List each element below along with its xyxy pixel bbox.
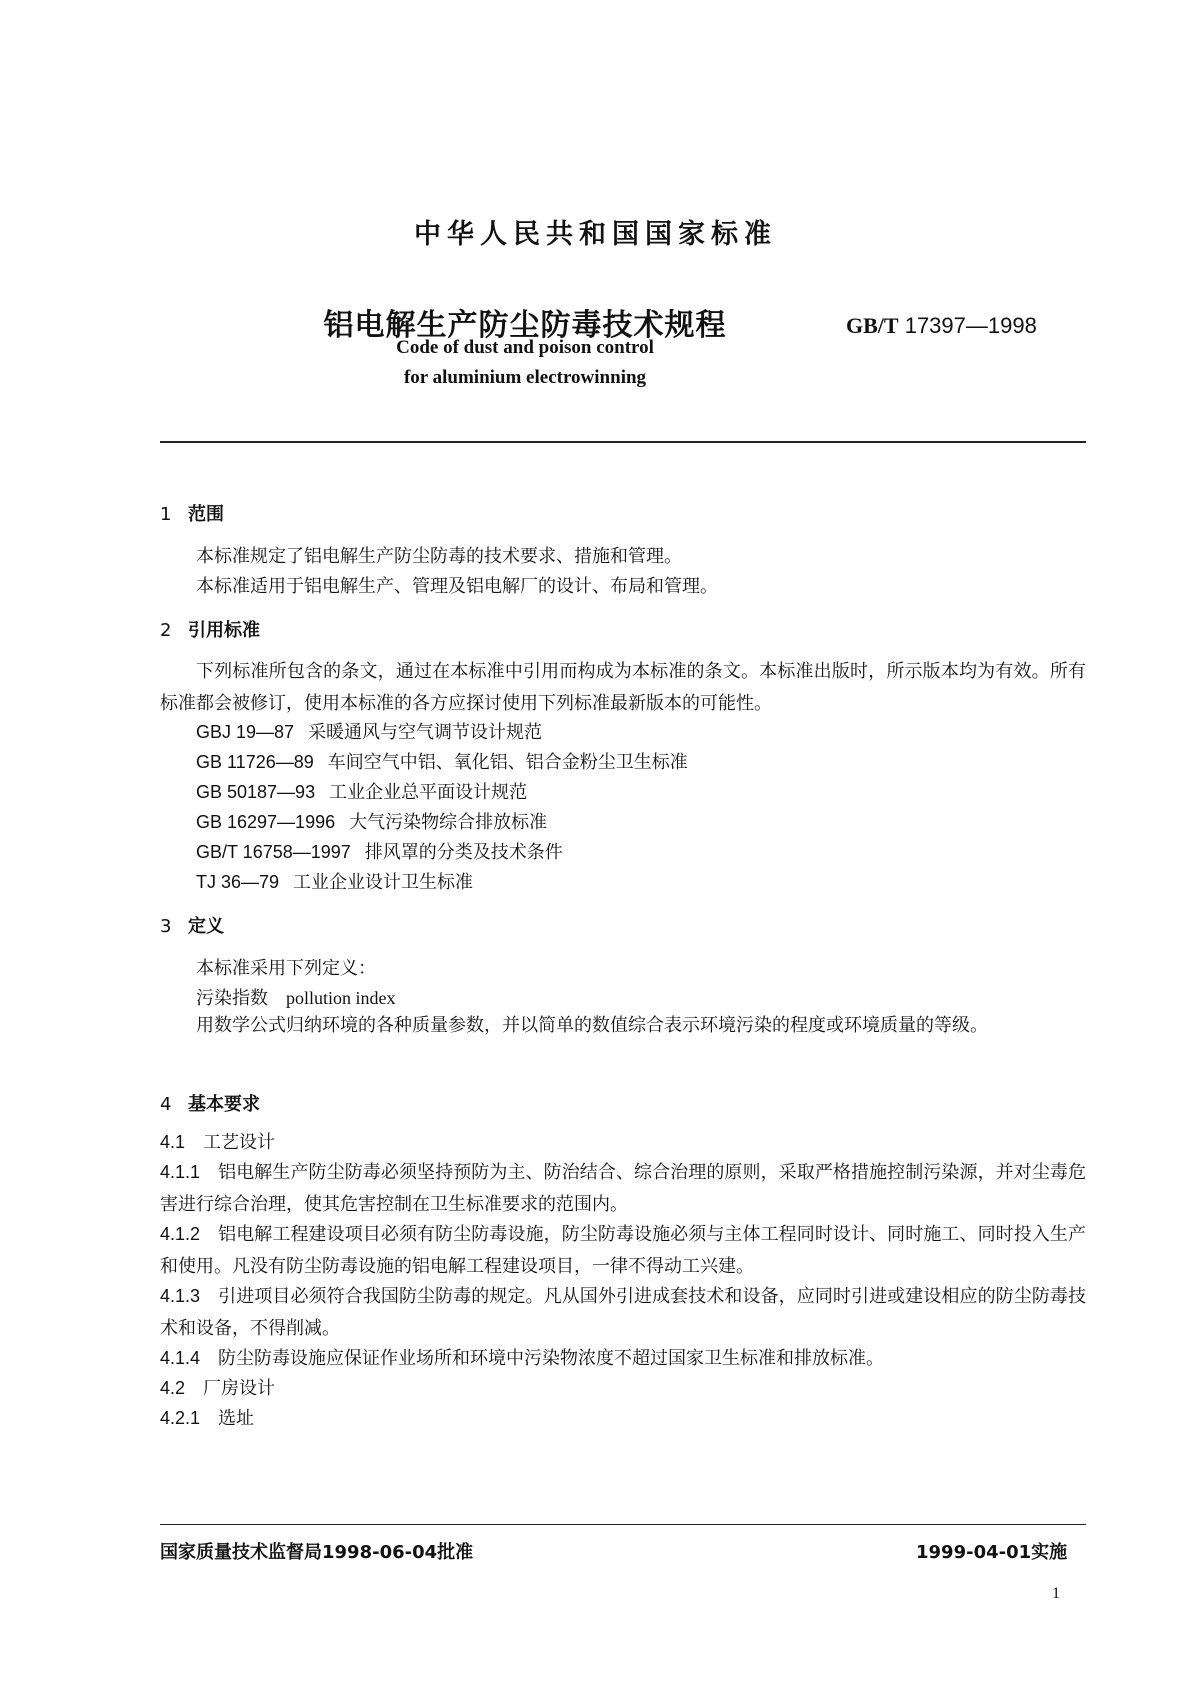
section-number: 2 [160, 620, 172, 641]
references-intro: 下列标准所包含的条文，通过在本标准中引用而构成为本标准的条文。本标准出版时，所示版本均为有效。所有标准都会被修订，使用本标准的各方应探讨使用下列标准最新版本的可能性。 [160, 661, 1086, 714]
subsection-4-1 [160, 1126, 1086, 1159]
clause-title: 选址 [218, 1408, 255, 1429]
reference-code: TJ 36—79 [196, 872, 280, 892]
clause-4-1-2 [160, 1218, 1086, 1283]
reference-item [196, 778, 527, 804]
scope-paragraph-2: 本标准适用于铝电解生产、管理及铝电解厂的设计、布局和管理。 [196, 576, 718, 597]
reference-item [196, 868, 473, 894]
reference-item [196, 748, 688, 774]
section-number: 3 [160, 916, 172, 937]
clause-text: 引进项目必须符合我国防尘防毒的规定。凡从国外引进成套技术和设备，应同时引进或建设相应的防尘防毒技术和设备，不得削减。 [160, 1286, 1086, 1339]
section-title: 定义 [188, 916, 224, 937]
term-cn: 污染指数 [196, 988, 268, 1009]
page-number: 1 [1052, 1585, 1060, 1602]
subsection-title: 厂房设计 [203, 1378, 276, 1399]
section-1-heading [160, 500, 224, 526]
reference-item [196, 808, 547, 834]
clause-number: 4.1.3 [160, 1286, 201, 1306]
section-2-heading [160, 616, 260, 642]
clause-number: 4.1.2 [160, 1224, 201, 1244]
reference-title: 工业企业设计卫生标准 [293, 872, 474, 893]
clause-text: 铝电解生产防尘防毒必须坚持预防为主、防治结合、综合治理的原则，采取严格措施控制污染源，并对尘毒危害进行综合治理，使其危害控制在卫生标准要求的范围内。 [160, 1162, 1086, 1215]
clause-number: 4.1.4 [160, 1348, 201, 1368]
section-number: 4 [160, 1094, 172, 1115]
clause-4-1-1 [160, 1156, 1086, 1221]
clause-number: 4.1.1 [160, 1162, 201, 1182]
standard-number [846, 313, 1037, 339]
reference-title: 车间空气中铝、氧化铝、铝合金粉尘卫生标准 [327, 752, 688, 773]
reference-item [196, 718, 542, 744]
definition-text: 用数学公式归纳环境的各种质量参数，并以简单的数值综合表示环境污染的程度或环境质量的等级。 [196, 1015, 988, 1036]
section-title: 范围 [188, 504, 224, 525]
document-title: 铝电解生产防尘防毒技术规程 [323, 308, 727, 343]
clause-text: 铝电解工程建设项目必须有防尘防毒设施，防尘防毒设施必须与主体工程同时设计、同时施工、同时投入生产和使用。凡没有防尘防毒设施的铝电解工程建设项目，一律不得动工兴建。 [160, 1224, 1086, 1277]
subsection-number: 4.2 [160, 1378, 186, 1398]
term-en: pollution index [286, 988, 396, 1008]
reference-item [196, 838, 563, 864]
section-number: 1 [160, 504, 172, 525]
title-divider [160, 441, 1086, 443]
definition-term [196, 984, 396, 1010]
clause-number: 4.2.1 [160, 1408, 201, 1428]
definition-intro: 本标准采用下列定义： [196, 958, 376, 979]
reference-title: 采暖通风与空气调节设计规范 [308, 722, 543, 743]
reference-code: GB 50187—93 [196, 782, 316, 802]
scope-paragraph-1: 本标准规定了铝电解生产防尘防毒的技术要求、措施和管理。 [196, 546, 682, 567]
reference-code: GB/T 16758—1997 [196, 842, 351, 862]
reference-code: GB 11726—89 [196, 752, 314, 772]
section-title: 引用标准 [188, 620, 260, 641]
english-title-line1: Code of dust and poison control [396, 337, 654, 358]
subsection-number: 4.1 [160, 1132, 186, 1152]
reference-title: 大气污染物综合排放标准 [349, 812, 548, 833]
clause-4-1-4 [160, 1342, 1086, 1375]
implementation-date: 1999-04-01实施 [916, 1542, 1068, 1563]
footer-divider [160, 1524, 1086, 1525]
english-title-line2: for aluminium electrowinning [403, 367, 647, 388]
clause-text: 防尘防毒设施应保证作业场所和环境中污染物浓度不超过国家卫生标准和排放标准。 [218, 1348, 885, 1369]
national-standard-heading: 中华人民共和国国家标准 [414, 219, 777, 250]
clause-4-2-1 [160, 1402, 1086, 1435]
reference-code: GBJ 19—87 [196, 722, 295, 742]
reference-code: GB 16297—1996 [196, 812, 336, 832]
approval-line: 国家质量技术监督局1998-06-04批准 [160, 1542, 474, 1563]
clause-4-1-3 [160, 1280, 1086, 1345]
section-3-heading [160, 912, 224, 938]
standard-code: 17397—1998 [904, 313, 1037, 338]
section-4-heading [160, 1090, 260, 1116]
standard-prefix: GB/T [846, 313, 899, 338]
reference-title: 工业企业总平面设计规范 [329, 782, 528, 803]
subsection-4-2 [160, 1372, 1086, 1405]
section-title: 基本要求 [188, 1094, 260, 1115]
reference-title: 排风罩的分类及技术条件 [364, 842, 563, 863]
subsection-title: 工艺设计 [203, 1132, 276, 1153]
